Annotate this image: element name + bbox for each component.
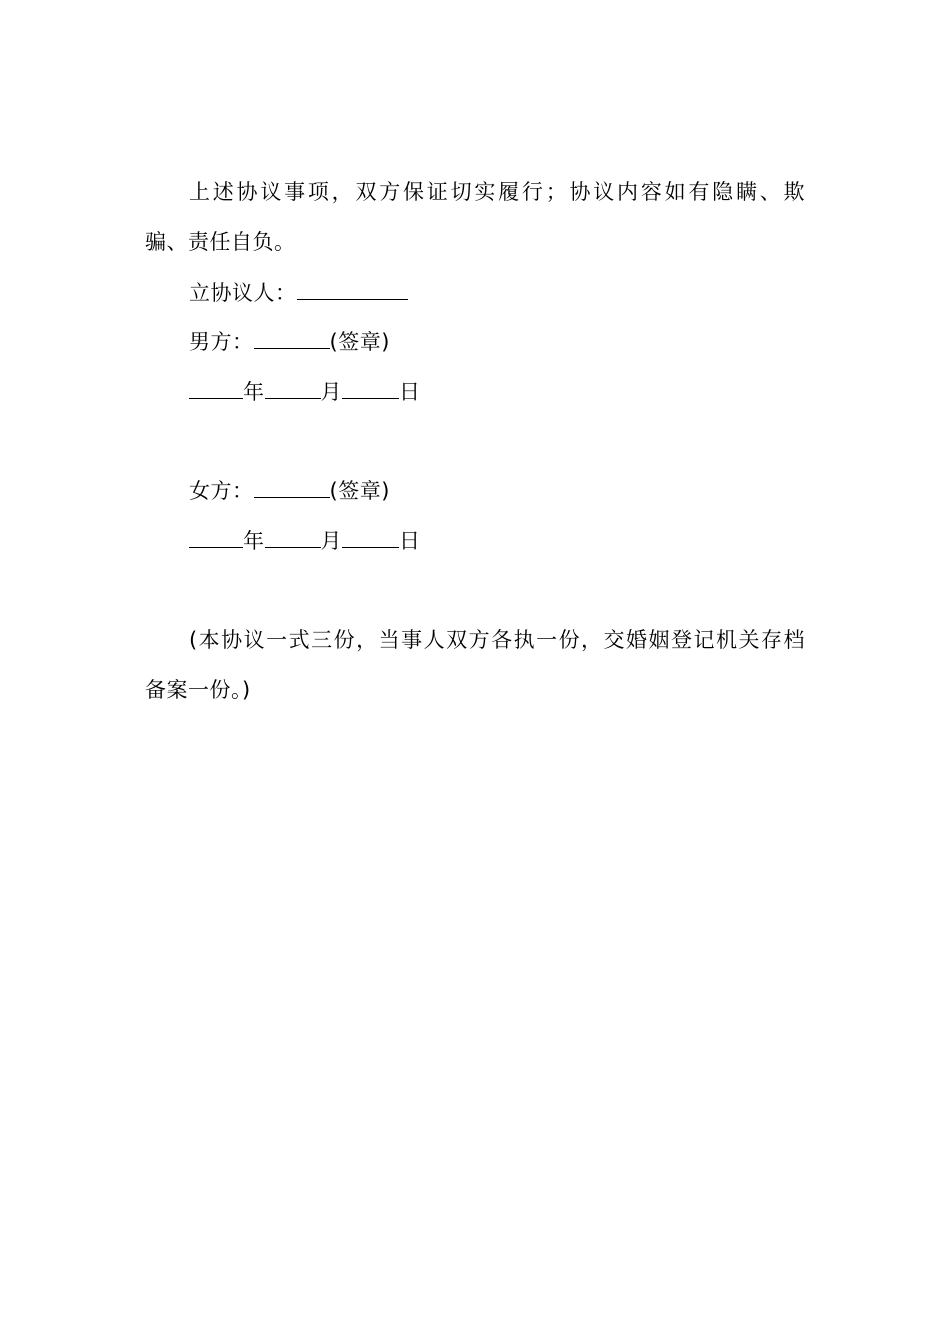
- male-signature-blank: [254, 328, 330, 349]
- female-signature-line: [189, 477, 390, 504]
- male-signature-line: [189, 328, 390, 355]
- male-date-line: [189, 378, 421, 405]
- male-day-blank: [342, 378, 399, 399]
- female-seal-label: (签章): [329, 479, 390, 503]
- female-year-label: 年: [243, 529, 265, 553]
- female-label: 女方：: [189, 479, 254, 503]
- signatory-blank: [297, 279, 408, 300]
- female-day-blank: [342, 527, 399, 548]
- paragraph-line-2: 骗、责任自负。: [145, 230, 296, 254]
- note-line-2: 备案一份。): [145, 678, 251, 702]
- female-day-label: 日: [399, 529, 421, 553]
- female-month-blank: [265, 527, 321, 548]
- female-year-blank: [189, 527, 243, 548]
- male-month-blank: [265, 378, 321, 399]
- female-month-label: 月: [320, 529, 342, 553]
- note-line-1: (本协议一式三份，当事人双方各执一份，交婚姻登记机关存档: [189, 628, 805, 652]
- female-signature-blank: [254, 477, 330, 498]
- paragraph-line-1: 上述协议事项，双方保证切实履行；协议内容如有隐瞒、欺: [189, 180, 805, 204]
- male-label: 男方：: [189, 330, 254, 354]
- signatory-label: 立协议人：: [189, 281, 297, 305]
- female-date-line: [189, 527, 421, 554]
- male-day-label: 日: [399, 380, 421, 404]
- male-month-label: 月: [320, 380, 342, 404]
- male-year-blank: [189, 378, 243, 399]
- male-seal-label: (签章): [329, 330, 390, 354]
- signatory-line: [189, 279, 408, 306]
- male-year-label: 年: [243, 380, 265, 404]
